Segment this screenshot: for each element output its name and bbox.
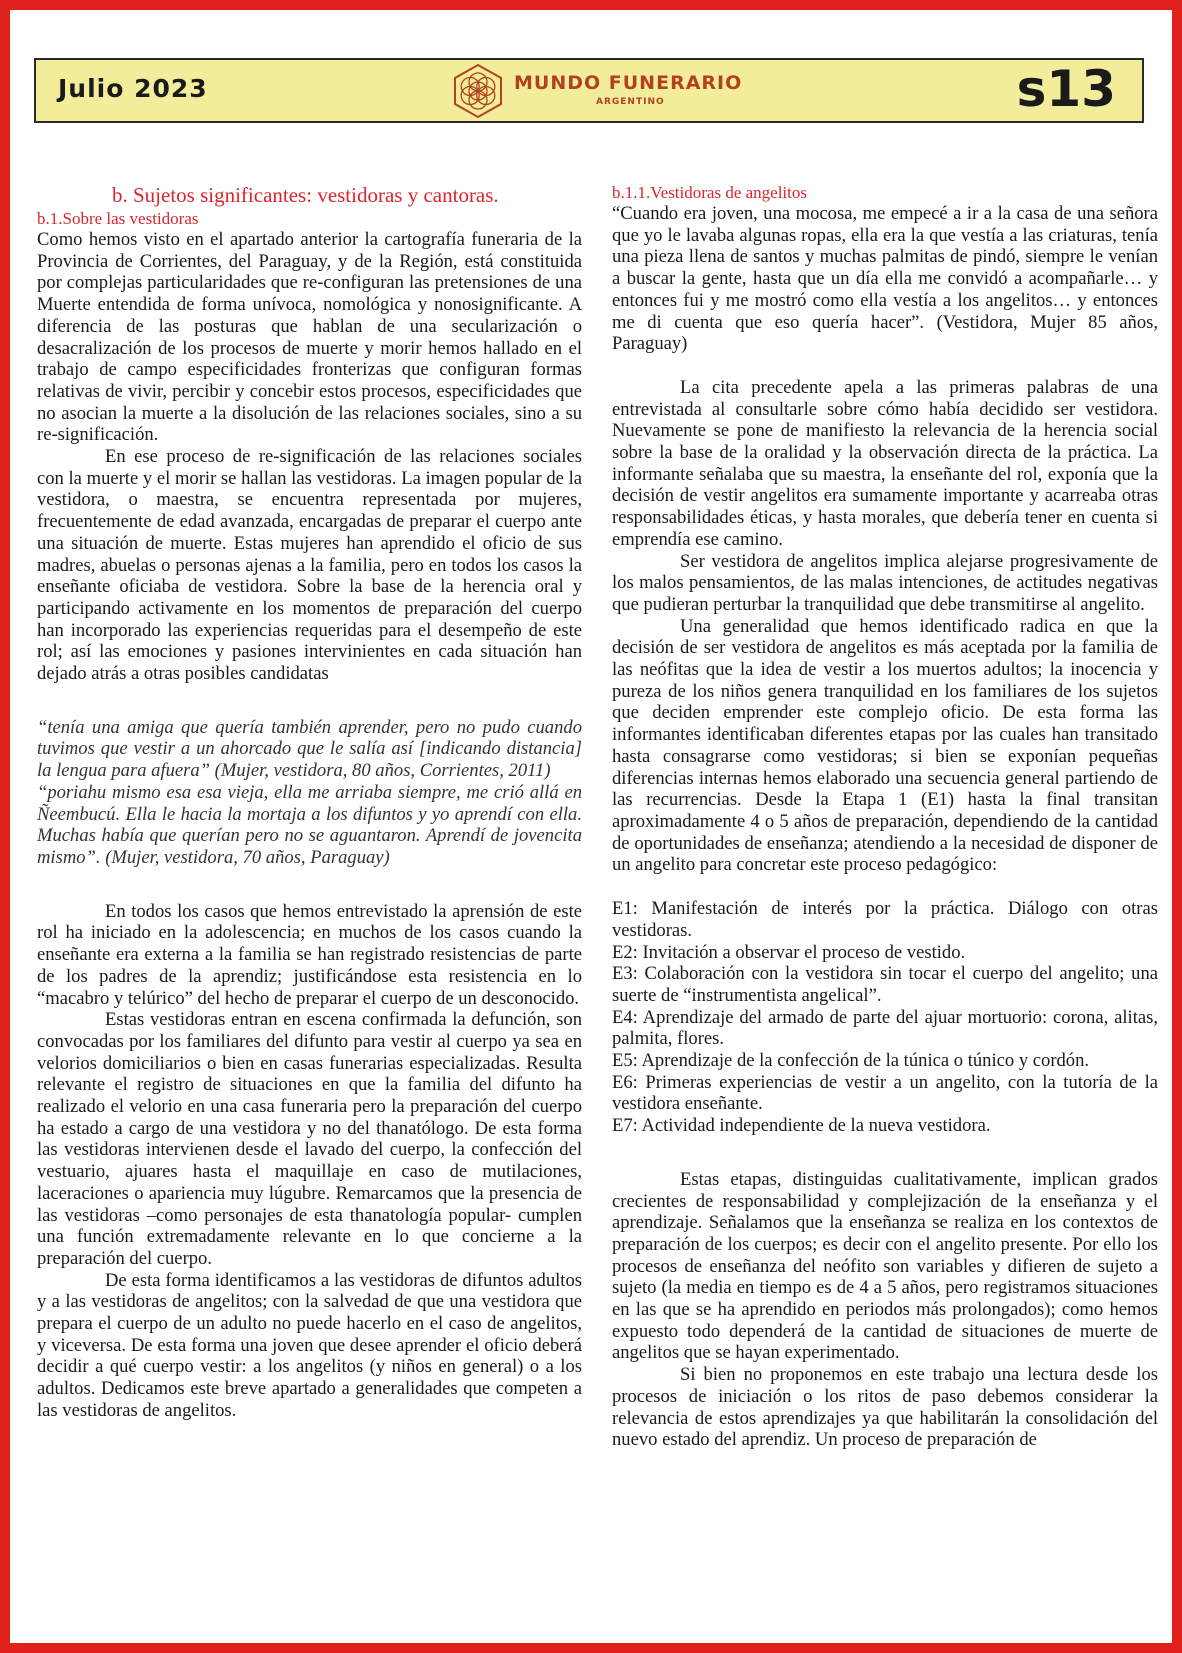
paragraph: Si bien no proponemos en este trabajo una lectura desde los procesos de iniciación o los ritos de paso debemos considerar la relevancia de estos aprendizajes ya que habilitarán la consolidación del nuevo estado del aprendiz. Un proceso de preparación de <box>612 1364 1158 1451</box>
stage-item: E4: Aprendizaje del armado de parte del ajuar mortuorio: corona, alitas, palmita, flores. <box>612 1006 1158 1050</box>
brand-name: MUNDO FUNERARIO <box>514 72 743 94</box>
page-header <box>34 58 1144 123</box>
paragraph: De esta forma identificamos a las vestidoras de difuntos adultos y a las vestidoras de angelitos; con la salvedad de que una vestidora que prepara el cuerpo de un adulto no puede hacerlo en el caso de angelitos, y viceversa. De esta forma una joven que desee aprender el oficio deberá decidir a qué cuerpo vestir: a los angelitos (y niños en general) o a los adultos. Dedicamos este breve apartado a generalidades que competen a las vestidoras de angelitos. <box>37 1269 582 1421</box>
issue-date: Julio 2023 <box>58 74 208 103</box>
interview-quote: “poriahu mismo esa esa vieja, ella me arriaba siempre, me crió allá en Ñeembucú. Ella le hacia la mortaja a los difuntos y yo aprendí con ella. Muchas había que querían pero no se aguantaron. Aprendí de jovencita mismo”. (Mujer, vestidora, 70 años, Paraguay) <box>37 781 582 868</box>
paragraph: Como hemos visto en el apartado anterior la cartografía funeraria de la Provincia de Corrientes, del Paraguay, y de la Región, está constituida por complejas particularidades que re-configuran las pretensiones de una Muerte entendida de forma unívoca, nomológica y nonosignificante. A diferencia de las posturas que hablan de una secularización o desacralización de los procesos de muerte y morir hemos hallado en el trabajo de campo especificidades fronterizas que configuran formas relativas de vivir, percibir y concebir estos procesos, especificidades que no asocian la muerte a la disolución de las relaciones sociales, sino a su re-significación. <box>37 229 582 446</box>
left-column <box>37 183 582 1422</box>
paragraph: En ese proceso de re-significación de las relaciones sociales con la muerte y el morir se hallan las vestidoras. La imagen popular de la vestidora, o maestra, se encuentra representada por mujeres, frecuentemente de edad avanzada, encargadas de preparar el cuerpo ante una situación de muerte. Estas mujeres han aprendido el oficio de sus madres, abuelas o personas ajenas a la familia, pero en todos los casos la enseñante oficiaba de vestidora. Sobre la base de la herencia oral y participando activamente en los momentos de preparación del cuerpo han incorporado las experiencias requeridas para el desempeño de este rol; así las emociones y pasiones intervinientes en cada situación han dejado atrás a otras posibles candidatas <box>37 446 582 685</box>
paragraph: La cita precedente apela a las primeras palabras de una entrevistada al consultarle sobre cómo había decidido ser vestidora. Nuevamente se pone de manifiesto la relevancia de la herencia social sobre la base de la oralidad y la observación directa de la práctica. La informante señalaba que su maestra, la enseñante del rol, exponía que la decisión de vestir angelitos era sumamente importante y acarreaba otras responsabilidades éticas, y hasta morales, que debería tener en cuenta si emprendía ese camino. <box>612 376 1158 550</box>
section-title: b. Sujetos significantes: vestidoras y cantoras. <box>112 183 499 207</box>
interview-quote: “Cuando era joven, una mocosa, me empecé a ir a la casa de una señora que yo le lavaba algunas ropas, ella era la que vestía a las criaturas, tenía una pieza llena de santos y muchas palmitas de pindó, siempre le venían a buscar la gente, hasta que un día ella me convidó a acompañarle… y entonces fui y me mostró como ella vestía a los angelitos… y entonces me di cuenta que eso quería hacer”. (Vestidora, Mujer 85 años, Paraguay) <box>612 203 1158 355</box>
interview-quote: “tenía una amiga que quería también aprender, pero no pudo cuando tuvimos que vestir a un ahorcado que le salía así [indicando distancia] la lengua para afuera” (Mujer, vestidora, 80 años, Corrientes, 2011) <box>37 716 582 782</box>
page-number: s13 <box>1016 60 1116 118</box>
stage-item: E2: Invitación a observar el proceso de vestido. <box>612 941 966 963</box>
stage-item: E7: Actividad independiente de la nueva vestidora. <box>612 1115 991 1137</box>
paragraph: Ser vestidora de angelitos implica alejarse progresivamente de los malos pensamientos, de las malas intenciones, de actitudes negativas que pudieran perturbar la tranquilidad que debe transmitirse al angelito. <box>612 550 1158 615</box>
right-column <box>612 183 1158 1451</box>
stage-item: E3: Colaboración con la vestidora sin tocar el cuerpo del angelito; una suerte de “instrumentista angelical”. <box>612 963 1158 1006</box>
stage-item: E5: Aprendizaje de la confección de la túnica o túnico y cordón. <box>612 1050 1090 1072</box>
flower-of-life-icon <box>450 63 506 119</box>
stage-item: E1: Manifestación de interés por la práctica. Diálogo con otras vestidoras. <box>612 898 1158 941</box>
paragraph: Estas etapas, distinguidas cualitativamente, implican grados crecientes de responsabilidad y complejización de la enseñanza y el aprendizaje. Señalamos que la enseñanza se realiza en los contextos de preparación de los cuerpos; es decir con el angelito presente. Por ello los procesos de enseñanza del neófito son variables y difieren de sujeto a sujeto (la media en tiempo es de 4 a 5 años, pero registramos situaciones en las que se ha aprendido en periodos más prolongados); como hemos expuesto todo dependerá de la cantidad de situaciones de muerte de angelitos que se hayan experimentado. <box>612 1168 1158 1364</box>
paragraph: Estas vestidoras entran en escena confirmada la defunción, son convocadas por los familiares del difunto para vestir al cuerpo ya sea en velorios domiciliarios o bien en casas funerarias especializadas. Resulta relevante el registro de situaciones en que la familia del difunto ha realizado el velorio en una casa funeraria pero la preparación del cuerpo ha estado a cargo de una vestidora y no del thanatólogo. De esta forma las vestidoras intervienen desde el lavado del cuerpo, la confección del vestuario, ajuares hasta el maquillaje en caso de mutilaciones, laceraciones o apariencia muy lúgubre. Remarcamos que la presencia de las vestidoras –como personajes de esta thanatología popular- cumplen una función extremadamente relevante en lo que concierne a la preparación del cuerpo. <box>37 1009 582 1269</box>
stage-item: E6: Primeras experiencias de vestir a un angelito, con la tutoría de la vestidora enseñante. <box>612 1071 1158 1115</box>
subsection-heading: b.1.1.Vestidoras de angelitos <box>612 183 807 202</box>
paragraph: En todos los casos que hemos entrevistado la aprensión de este rol ha iniciado en la adolescencia; en muchos de los casos cuando la enseñante era externa a la familia se han registrado resistencias de parte de los padres de la aprendiz; justificándose esta resistencia en lo “macabro y telúrico” del hecho de preparar el cuerpo de un desconocido. <box>37 900 582 1009</box>
brand-subtitle: ARGENTINO <box>596 97 665 107</box>
paragraph: Una generalidad que hemos identificado radica en que la decisión de ser vestidora de angelitos es más aceptada por la familia de las neófitas que la idea de vestir a los muertos adultos; la inocencia y pureza de los niños genera tranquilidad en los familiares de los sujetos que deciden emprender este complejo oficio. De esta forma las informantes identificaban diferentes etapas por las cuales han transitado hasta consagrarse como vestidoras; si bien se exponían pequeñas diferencias internas hemos elaborado una secuencia general partiendo de las recurrencias. Desde la Etapa 1 (E1) hasta la final transitan aproximadamente 4 o 5 años de preparación, dependiendo de la cantidad de oportunidades de enseñanza; atendiendo a la necesidad de disponer de un angelito para concretar este proceso pedagógico: <box>612 615 1158 876</box>
subsection-heading: b.1.Sobre las vestidoras <box>37 209 199 228</box>
